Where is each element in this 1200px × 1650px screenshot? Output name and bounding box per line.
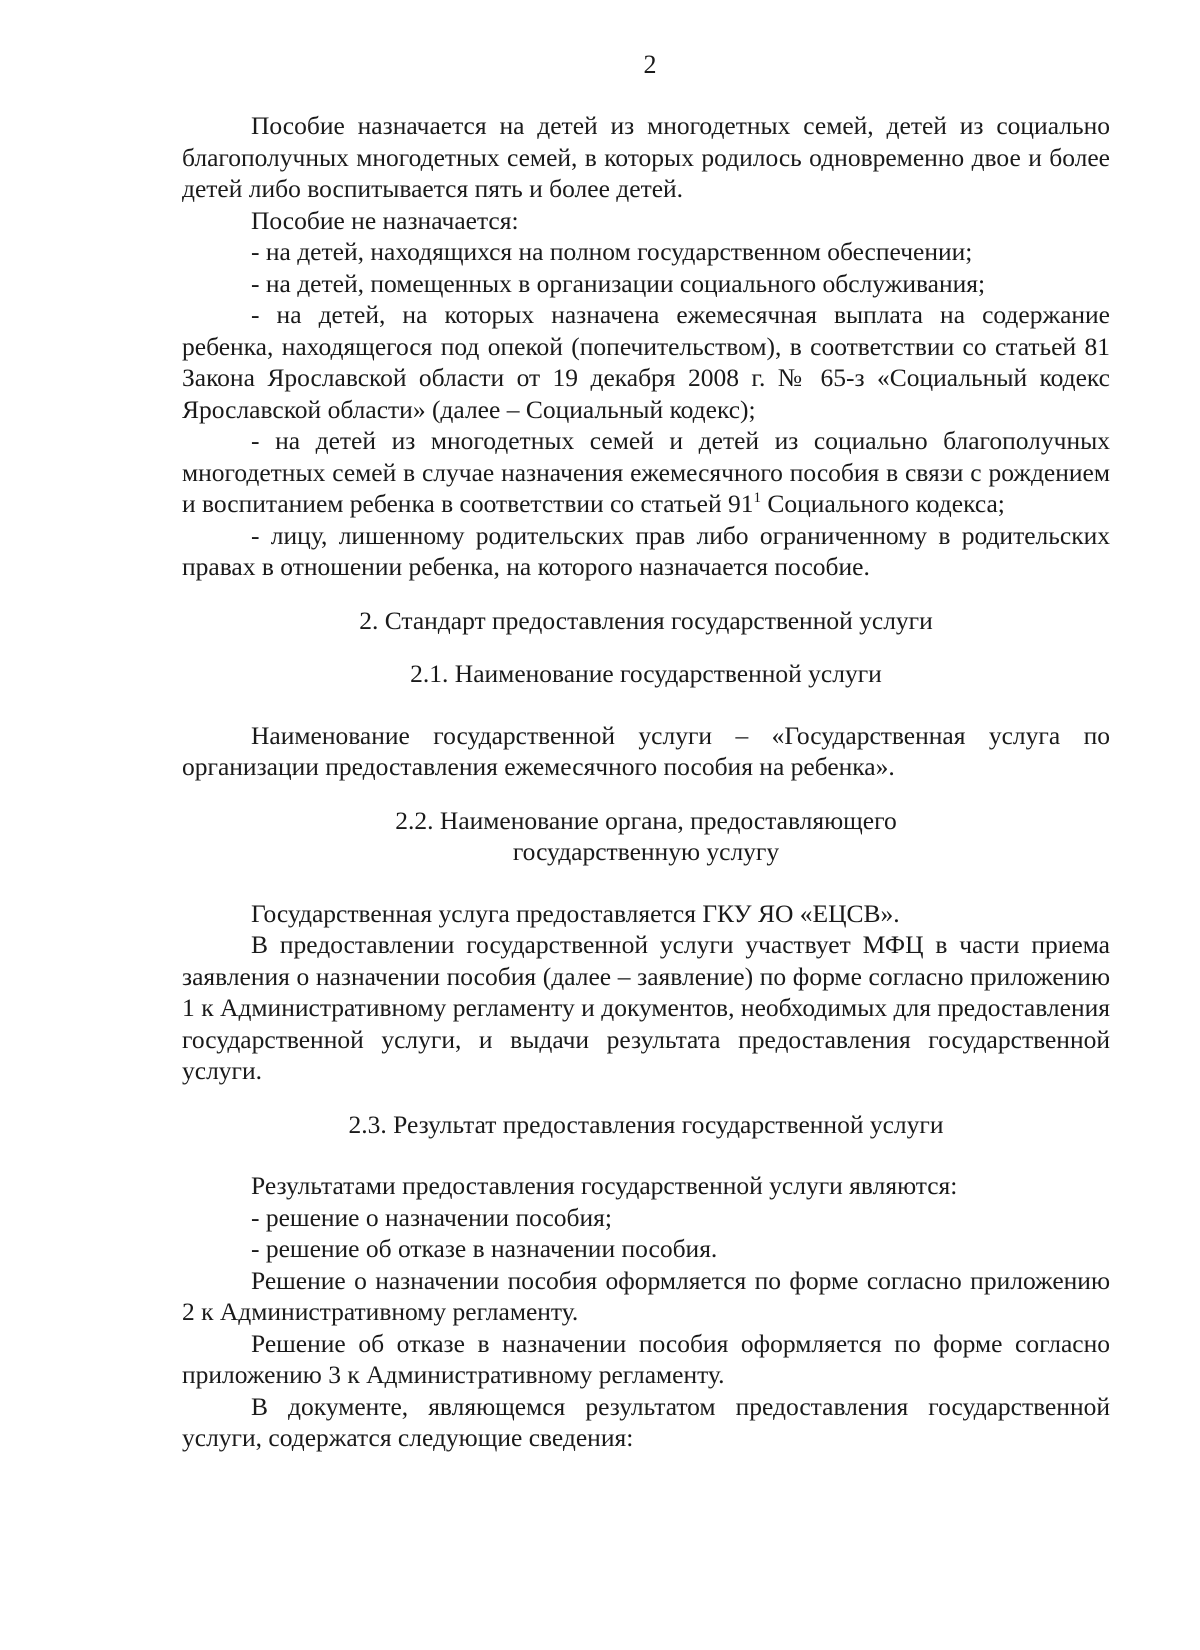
section-heading-service-result: 2.3. Результат предоставления государственной услуги bbox=[348, 1109, 944, 1139]
section-heading-standard: 2. Стандарт предоставления государственной услуги bbox=[359, 605, 933, 635]
list-item-large-families-tail: Социального кодекса; bbox=[761, 489, 1005, 518]
list-item-large-families-text: - на детей из многодетных семей и детей из социально благополучных многодетных семей в случае назначения ежемесячного пособия в связи с рождением и воспитанием ребенка в соответствии со статьей 91 bbox=[182, 426, 1110, 518]
paragraph-assign-form: Решение о назначении пособия оформляется по форме согласно приложению 2 к Административному регламенту. bbox=[182, 1265, 1110, 1326]
paragraph-benefit-not-assigned: Пособие не назначается: bbox=[251, 205, 519, 235]
list-item-guardianship: - на детей, на которых назначена ежемесячная выплата на содержание ребенка, находящегося под опекой (попечительством), в соответствии со статьей 81 Закона Ярославской области от 19 декабря 2008 г. № 65-з «Социальный кодекс Ярославской области» (далее – Социальный кодекс); bbox=[182, 300, 1110, 424]
paragraph-result-document: В документе, являющемся результатом предоставления государственной услуги, содержатся следующие сведения: bbox=[182, 1391, 1110, 1452]
list-item-decision-refuse: - решение об отказе в назначении пособия. bbox=[251, 1234, 718, 1263]
list-item-large-families bbox=[182, 425, 1110, 520]
list-item-state-support: - на детей, находящихся на полном государственном обеспечении; bbox=[251, 237, 973, 266]
article-superscript: 1 bbox=[753, 490, 762, 506]
section-heading-authority-line1: 2.2. Наименование органа, предоставляющего bbox=[395, 805, 897, 835]
paragraph-results-intro: Результатами предоставления государственной услуги являются: bbox=[251, 1171, 958, 1200]
document-body bbox=[182, 110, 1110, 1454]
list-item-deprived-rights: - лицу, лишенному родительских прав либо ограниченному в родительских правах в отношении ребенка, на которого назначается пособие. bbox=[182, 520, 1110, 581]
paragraph-refuse-form: Решение об отказе в назначении пособия оформляется по форме согласно приложению 3 к Административному регламенту. bbox=[182, 1328, 1110, 1389]
paragraph-benefit-eligibility: Пособие назначается на детей из многодетных семей, детей из социально благополучных многодетных семей, в которых родилось одновременно двое и более детей либо воспитывается пять и более детей. bbox=[182, 111, 1110, 203]
paragraph-service-name: Наименование государственной услуги – «Государственная услуга по организации предоставления ежемесячного пособия на ребенка». bbox=[182, 720, 1110, 781]
paragraph-mfc-participation: В предоставлении государственной услуги участвует МФЦ в части приема заявления о назначении пособия (далее – заявление) по форме согласно приложению 1 к Административному регламенту и документов, необходимых для предоставления государственной услуги, и выдачи результата предоставления государственной услуги. bbox=[182, 930, 1110, 1085]
list-item-social-organizations: - на детей, помещенных в организации социального обслуживания; bbox=[251, 268, 986, 298]
page-number: 2 bbox=[643, 50, 657, 79]
section-heading-authority-line2: государственную услугу bbox=[512, 837, 780, 866]
section-heading-service-name: 2.1. Наименование государственной услуги bbox=[410, 659, 882, 688]
paragraph-service-provider: Государственная услуга предоставляется ГКУ ЯО «ЕЦСВ». bbox=[251, 898, 900, 928]
list-item-decision-assign: - решение о назначении пособия; bbox=[251, 1202, 612, 1232]
